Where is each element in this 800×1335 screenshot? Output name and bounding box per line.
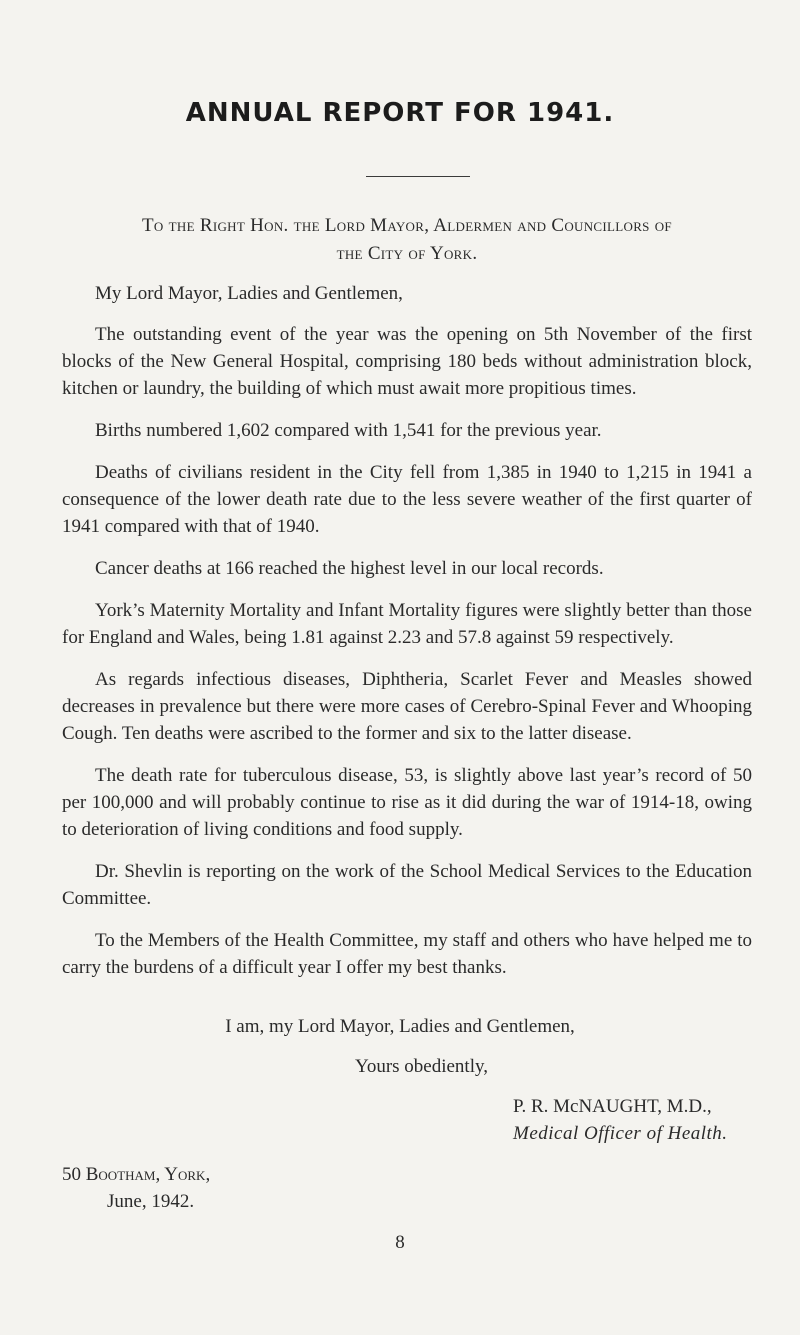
paragraph-thanks: To the Members of the Health Committee, my staff and others who have helped me to carry the burdens of a difficult year I offer my best thanks. [62, 930, 752, 978]
report-title: ANNUAL REPORT FOR 1941. [185, 98, 615, 128]
salutation: My Lord Mayor, Ladies and Gentlemen, [95, 283, 403, 304]
signature-name: P. R. McNAUGHT, M.D., [513, 1096, 712, 1117]
paragraph-cancer: Cancer deaths at 166 reached the highest level in our local records. [95, 558, 604, 579]
paragraph-deaths: Deaths of civilians resident in the City fell from 1,385 in 1940 to 1,215 in 1941 a consequence of the lower death rate due to the less severe weather of the first quarter of 1941 compared with that of 1940. [62, 462, 752, 537]
paragraph-maternity: York’s Maternity Mortality and Infant Mortality figures were slightly better than those for England and Wales, being 1.81 against 2.23 and 57.8 against 59 respectively. [62, 600, 752, 648]
paragraph-hospital: The outstanding event of the year was the opening on 5th November of the first blocks of the New General Hospital, comprising 180 beds without administration block, kitchen or laundry, the building of which must await more propitious times. [62, 324, 752, 399]
closing-line-2: Yours obediently, [355, 1056, 489, 1077]
signature-title: Medical Officer of Health. [513, 1123, 728, 1144]
title-divider [366, 176, 470, 177]
letter-body [62, 280, 752, 996]
letter-date: June, 1942. [107, 1191, 195, 1212]
sender-address: 50 Bootham, York, [62, 1164, 211, 1185]
addressee-block [62, 212, 752, 268]
addressee-line-2: the City of York. [336, 243, 478, 264]
paragraph-infectious-diseases: As regards infectious diseases, Diphtheria, Scarlet Fever and Measles showed decreases in prevalence but there were more cases of Cerebro-Spinal Fever and Whooping Cough. Ten deaths were ascribed to the former and six to the latter disease. [62, 669, 752, 744]
paragraph-tuberculosis: The death rate for tuberculous disease, 53, is slightly above last year’s record of 50 per 100,000 and will probably continue to rise as it did during the war of 1914-18, owing to deterioration of living conditions and food supply. [62, 765, 752, 840]
page-number: 8 [395, 1232, 405, 1253]
paragraph-school-medical: Dr. Shevlin is reporting on the work of the School Medical Services to the Education Committee. [62, 861, 752, 909]
closing-line-1: I am, my Lord Mayor, Ladies and Gentlemen, [225, 1016, 575, 1037]
addressee-line-1: To the Right Hon. the Lord Mayor, Aldermen and Councillors of [142, 215, 672, 236]
paragraph-births: Births numbered 1,602 compared with 1,541 for the previous year. [95, 420, 602, 441]
